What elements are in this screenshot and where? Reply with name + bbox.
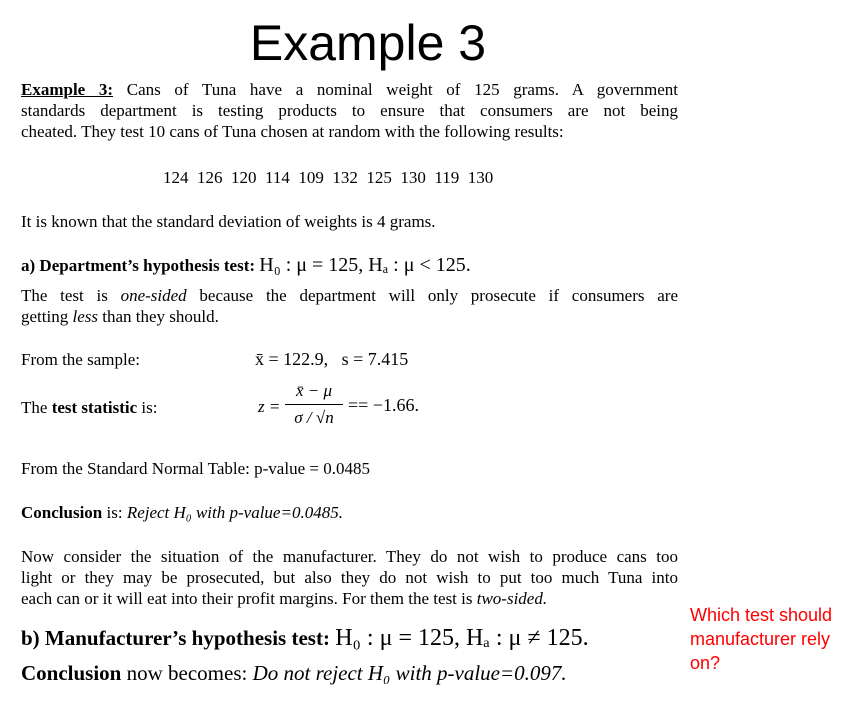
intro-line-2: standards department is testing products to ensure that consumers are not being — [21, 101, 678, 120]
z-symbol: z = — [258, 397, 281, 416]
part-b-label: b) Manufacturer’s hypothesis test: — [21, 626, 330, 650]
part-a-label: a) Department’s hypothesis test: — [21, 256, 256, 275]
side-note-line-3: on? — [690, 653, 721, 673]
manufacturer-line-1: Now consider the situation of the manufacturer. They do not wish to produce cans too — [21, 547, 678, 566]
intro-line-3: cheated. They test 10 cans of Tuna chosen at random with the following results: — [21, 122, 564, 141]
manufacturer-line-2: light or they may be prosecuted, but also they do not wish to put too much Tuna into — [21, 568, 678, 587]
pvalue-line: From the Standard Normal Table: p-value = 0.0485 — [21, 459, 370, 478]
part-a-hypothesis: H₀ : μ = 125, Hₐ : μ < 125. — [259, 254, 471, 276]
explain-line-2: getting less than they should. — [21, 307, 219, 326]
fraction-denominator: σ / √n — [294, 408, 334, 427]
conclusion-a: Conclusion is: Reject H₀ with p-value=0.0485. — [21, 503, 343, 522]
side-note — [690, 603, 832, 675]
part-a-heading — [21, 255, 471, 276]
conclusion-b: Conclusion now becomes: Do not reject H₀ with p-value=0.097. — [21, 661, 567, 685]
test-statistic-label: The test statistic is: — [21, 398, 158, 417]
manufacturer-line-3: each can or it will eat into their profit margins. For them the test is two-sided. — [21, 589, 548, 608]
sample-label: From the sample: — [21, 350, 140, 369]
data-values: 124 126 120 114 109 132 125 130 119 130 — [163, 168, 494, 187]
part-b-hypothesis: H₀ : μ = 125, Hₐ : μ ≠ 125. — [335, 625, 589, 651]
page-title: Example 3 — [249, 15, 487, 71]
part-a-explanation — [21, 285, 678, 327]
sample-stats: x̄ = 122.9, s = 7.415 — [255, 349, 409, 369]
explain-line-1: The test is one-sided because the department will only prosecute if consumers are — [21, 286, 678, 305]
side-note-line-2: manufacturer rely — [690, 629, 831, 649]
sd-statement: It is known that the standard deviation of weights is 4 grams. — [21, 212, 436, 231]
intro-paragraph — [21, 79, 678, 142]
side-note-line-1: Which test should — [690, 605, 833, 625]
test-statistic-result: == −1.66. — [348, 395, 419, 415]
intro-line-1: Example 3: Cans of Tuna have a nominal weight of 125 grams. A government — [21, 80, 678, 99]
manufacturer-paragraph — [21, 546, 678, 609]
fraction-bar — [285, 404, 343, 405]
example-label: Example 3: — [21, 80, 114, 99]
part-b-heading — [21, 624, 589, 652]
fraction-numerator: x̄ − μ — [295, 381, 333, 400]
